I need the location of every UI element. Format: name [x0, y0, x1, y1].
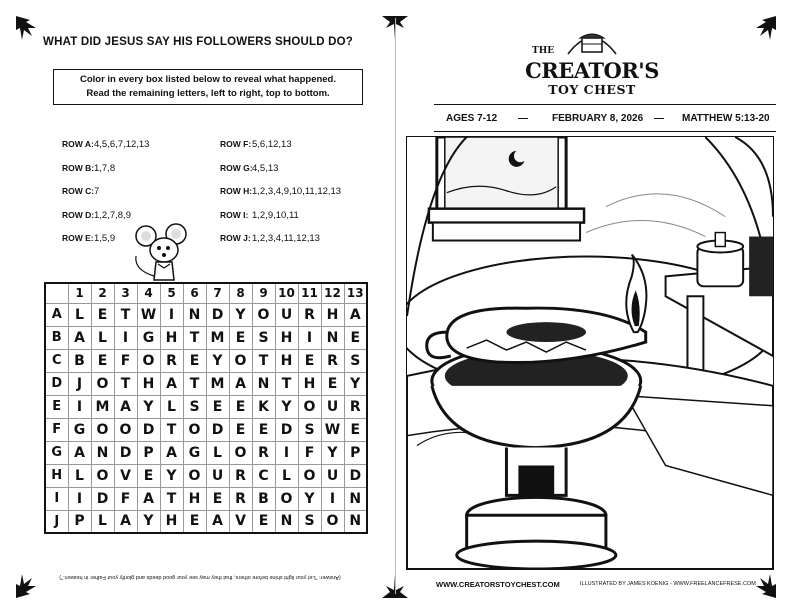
grid-cell[interactable]: R — [298, 303, 321, 326]
grid-cell[interactable]: A — [68, 326, 91, 349]
grid-cell[interactable]: G — [68, 418, 91, 441]
row-value: 1,2,7,8,9 — [94, 209, 131, 221]
grid-row — [45, 326, 367, 349]
grid-cell[interactable]: H — [275, 326, 298, 349]
grid-column-header: 6 — [183, 283, 206, 303]
grid-cell[interactable]: G — [137, 326, 160, 349]
grid-cell[interactable]: S — [183, 395, 206, 418]
grid-cell[interactable]: P — [68, 510, 91, 533]
grid-cell[interactable]: L — [91, 510, 114, 533]
grid-cell[interactable]: F — [298, 441, 321, 464]
row-value: 1,2,3,4,11,12,13 — [252, 233, 320, 244]
grid-cell[interactable]: U — [275, 303, 298, 326]
grid-cell[interactable]: O — [229, 441, 252, 464]
row-value: 4,5,6,7,12,13 — [94, 139, 150, 150]
grid-column-header: 5 — [160, 283, 183, 303]
mouse-mascot-illustration — [128, 220, 194, 282]
grid-row-label: I — [45, 487, 68, 510]
grid-cell[interactable]: Y — [321, 441, 344, 464]
grid-cell[interactable]: L — [275, 464, 298, 487]
grid-cell[interactable]: F — [114, 349, 137, 372]
grid-cell[interactable]: E — [344, 326, 367, 349]
grid-cell[interactable]: A — [229, 372, 252, 395]
grid-cell[interactable]: N — [275, 510, 298, 533]
grid-cell[interactable]: S — [252, 326, 275, 349]
grid-cell[interactable]: E — [252, 418, 275, 441]
grid-cell[interactable]: N — [321, 326, 344, 349]
grid-cell[interactable]: Y — [229, 303, 252, 326]
grid-cell[interactable]: U — [321, 395, 344, 418]
grid-cell[interactable]: A — [206, 510, 229, 533]
grid-column-header-row — [45, 283, 367, 303]
grid-cell[interactable]: O — [91, 418, 114, 441]
grid-corner-cell — [45, 283, 68, 303]
grid-cell[interactable]: E — [183, 510, 206, 533]
grid-cell[interactable]: O — [298, 395, 321, 418]
grid-cell[interactable]: L — [206, 441, 229, 464]
grid-cell[interactable]: N — [183, 303, 206, 326]
grid-cell[interactable]: Y — [137, 510, 160, 533]
grid-row — [45, 487, 367, 510]
grid-cell[interactable]: N — [344, 510, 367, 533]
grid-cell[interactable]: U — [206, 464, 229, 487]
footer-illustrator-credit: ILLUSTRATED BY JAMES KOENIG - WWW.FREELANCEFRESE.COM — [580, 581, 756, 587]
toy-chest-icon — [566, 28, 618, 56]
grid-cell[interactable]: P — [137, 441, 160, 464]
grid-cell[interactable]: D — [91, 487, 114, 510]
grid-cell[interactable]: I — [321, 487, 344, 510]
grid-cell[interactable]: K — [252, 395, 275, 418]
grid-cell[interactable]: O — [298, 464, 321, 487]
grid-row — [45, 441, 367, 464]
answer-verse-upside-down: (Answer: "Let your light shine before others, that they may see your good deeds and glorify your Father in heaven.") — [59, 574, 341, 580]
grid-cell[interactable]: E — [298, 349, 321, 372]
grid-cell[interactable]: H — [275, 349, 298, 372]
grid-column-header: 10 — [275, 283, 298, 303]
grid-cell[interactable]: T — [252, 349, 275, 372]
grid-cell[interactable]: H — [183, 487, 206, 510]
grid-cell[interactable]: E — [344, 418, 367, 441]
grid-cell[interactable]: I — [298, 326, 321, 349]
grid-column-header: 2 — [91, 283, 114, 303]
grid-column-header: 1 — [68, 283, 91, 303]
grid-cell[interactable]: I — [68, 487, 91, 510]
oil-lamp-illustration — [406, 136, 774, 570]
grid-cell[interactable]: Y — [206, 349, 229, 372]
grid-cell[interactable]: L — [68, 464, 91, 487]
letter-grid — [44, 282, 368, 534]
grid-row-label: A — [45, 303, 68, 326]
grid-cell[interactable]: O — [229, 349, 252, 372]
logo-the-text: THE — [532, 46, 555, 56]
grid-cell[interactable]: E — [229, 326, 252, 349]
grid-cell[interactable]: R — [160, 349, 183, 372]
grid-cell[interactable]: A — [114, 510, 137, 533]
age-range: AGES 7-12 — [446, 113, 498, 124]
grid-cell[interactable]: I — [160, 303, 183, 326]
grid-cell[interactable]: V — [114, 464, 137, 487]
grid-cell[interactable]: W — [321, 418, 344, 441]
grid-column-header: 11 — [298, 283, 321, 303]
grid-column-header: 9 — [252, 283, 275, 303]
grid-cell[interactable]: L — [68, 303, 91, 326]
grid-row — [45, 372, 367, 395]
row-label: ROW G: — [220, 162, 253, 173]
row-label: ROW A: — [62, 139, 94, 149]
grid-cell[interactable]: I — [275, 441, 298, 464]
grid-cell[interactable]: I — [114, 326, 137, 349]
row-label: ROW D: — [62, 209, 95, 220]
row-label: ROW E: — [62, 233, 94, 243]
grid-cell[interactable]: E — [229, 418, 252, 441]
grid-cell[interactable]: E — [91, 349, 114, 372]
grid-cell[interactable]: V — [229, 510, 252, 533]
grid-cell[interactable]: Y — [160, 464, 183, 487]
logo-sub-text: TOY CHEST — [548, 82, 636, 97]
row-value: 1,2,3,4,9,10,11,12,13 — [252, 186, 342, 197]
grid-cell[interactable]: O — [114, 418, 137, 441]
grid-cell[interactable]: T — [275, 372, 298, 395]
grid-cell[interactable]: N — [91, 441, 114, 464]
grid-cell[interactable]: R — [229, 464, 252, 487]
grid-cell[interactable]: R — [321, 349, 344, 372]
grid-cell[interactable]: A — [68, 441, 91, 464]
grid-cell[interactable]: J — [68, 372, 91, 395]
grid-cell[interactable]: O — [252, 303, 275, 326]
row-label: ROW C: — [62, 186, 95, 196]
grid-cell[interactable]: O — [183, 418, 206, 441]
grid-cell[interactable]: T — [160, 487, 183, 510]
grid-cell[interactable]: R — [344, 395, 367, 418]
grid-cell[interactable]: O — [321, 510, 344, 533]
grid-cell[interactable]: Y — [137, 395, 160, 418]
grid-cell[interactable]: E — [229, 395, 252, 418]
grid-column-header: 4 — [137, 283, 160, 303]
grid-cell[interactable]: D — [344, 464, 367, 487]
grid-cell[interactable]: H — [321, 303, 344, 326]
grid-cell[interactable]: H — [160, 326, 183, 349]
row-value: 4,5,13 — [252, 162, 279, 174]
grid-cell[interactable]: P — [344, 441, 367, 464]
grid-cell[interactable]: Y — [298, 487, 321, 510]
grid-row — [45, 510, 367, 533]
grid-cell[interactable]: M — [206, 326, 229, 349]
grid-row — [45, 349, 367, 372]
info-bar — [434, 104, 776, 132]
grid-cell[interactable]: O — [137, 349, 160, 372]
grid-cell[interactable]: H — [160, 510, 183, 533]
grid-cell[interactable]: E — [321, 372, 344, 395]
row-value: 1,5,9 — [94, 233, 116, 244]
row-label: ROW H: — [220, 186, 253, 196]
grid-cell[interactable]: F — [114, 487, 137, 510]
grid-column-header: 8 — [229, 283, 252, 303]
row-label: ROW I: — [220, 209, 249, 220]
grid-cell[interactable]: A — [160, 372, 183, 395]
grid-cell[interactable]: E — [183, 349, 206, 372]
grid-row-label: G — [45, 441, 68, 464]
grid-column-header: 3 — [114, 283, 137, 303]
creators-toy-chest-logo — [522, 28, 662, 100]
grid-cell[interactable]: G — [183, 441, 206, 464]
logo-main-text: CREATOR'S — [525, 58, 659, 83]
grid-cell[interactable]: T — [183, 326, 206, 349]
grid-cell[interactable]: W — [137, 303, 160, 326]
grid-cell[interactable]: T — [183, 372, 206, 395]
grid-cell[interactable]: M — [91, 395, 114, 418]
grid-cell[interactable]: A — [137, 487, 160, 510]
instruction-line-2: Read the remaining letters, left to right, top to bottom. — [86, 88, 330, 99]
grid-cell[interactable]: E — [252, 510, 275, 533]
lesson-date: FEBRUARY 8, 2026 — [552, 113, 644, 124]
grid-cell[interactable]: O — [183, 464, 206, 487]
grid-cell[interactable]: T — [114, 303, 137, 326]
grid-cell[interactable]: N — [252, 372, 275, 395]
grid-cell[interactable]: L — [160, 395, 183, 418]
grid-cell[interactable]: S — [298, 418, 321, 441]
grid-cell[interactable]: H — [137, 372, 160, 395]
row-label: ROW J: — [220, 233, 251, 243]
grid-cell[interactable]: T — [114, 372, 137, 395]
instructions-box — [53, 69, 363, 105]
grid-row — [45, 464, 367, 487]
grid-cell[interactable]: H — [298, 372, 321, 395]
grid-cell[interactable]: A — [114, 395, 137, 418]
grid-cell[interactable]: Y — [275, 395, 298, 418]
grid-cell[interactable]: D — [137, 418, 160, 441]
grid-row-label: H — [45, 464, 68, 487]
puzzle-title: WHAT DID JESUS SAY HIS FOLLOWERS SHOULD DO? — [43, 36, 353, 48]
grid-cell[interactable]: B — [252, 487, 275, 510]
grid-cell[interactable]: S — [298, 510, 321, 533]
grid-row-label: E — [45, 395, 68, 418]
grid-column-header: 12 — [321, 283, 344, 303]
row-value: 1,2,9,10,11 — [252, 209, 299, 221]
grid-cell[interactable]: E — [137, 464, 160, 487]
grid-cell[interactable]: C — [252, 464, 275, 487]
grid-column-header: 7 — [206, 283, 229, 303]
footer-website: WWW.CREATORSTOYCHEST.COM — [436, 580, 560, 589]
row-value: 1,7,8 — [94, 162, 116, 174]
grid-cell[interactable]: L — [91, 326, 114, 349]
row-value: 7 — [94, 186, 100, 197]
grid-cell[interactable]: O — [91, 372, 114, 395]
grid-cell[interactable]: I — [68, 395, 91, 418]
grid-cell[interactable]: S — [344, 349, 367, 372]
grid-cell[interactable]: B — [68, 349, 91, 372]
instruction-line-1: Color in every box listed below to reveal what happened. — [79, 74, 337, 85]
grid-cell[interactable]: M — [206, 372, 229, 395]
grid-cell[interactable]: Y — [344, 372, 367, 395]
row-label: ROW B: — [62, 162, 95, 173]
grid-cell[interactable]: R — [252, 441, 275, 464]
grid-cell[interactable]: N — [344, 487, 367, 510]
grid-cell[interactable]: R — [229, 487, 252, 510]
grid-row-label: C — [45, 349, 68, 372]
grid-row-label: B — [45, 326, 68, 349]
row-label: ROW F: — [220, 139, 252, 149]
grid-cell[interactable]: E — [206, 487, 229, 510]
scripture-reference: MATTHEW 5:13-20 — [682, 113, 770, 124]
grid-cell[interactable]: O — [91, 464, 114, 487]
grid-row — [45, 303, 367, 326]
grid-cell[interactable]: D — [275, 418, 298, 441]
grid-row — [45, 395, 367, 418]
coloring-page — [396, 0, 792, 612]
grid-cell[interactable]: E — [206, 395, 229, 418]
grid-row-label: J — [45, 510, 68, 533]
grid-cell[interactable]: A — [344, 303, 367, 326]
grid-cell[interactable]: D — [206, 418, 229, 441]
info-separator: — — [654, 113, 664, 124]
info-separator: — — [518, 113, 528, 124]
grid-row-label: D — [45, 372, 68, 395]
grid-cell[interactable]: E — [91, 303, 114, 326]
grid-cell[interactable]: A — [160, 441, 183, 464]
grid-column-header: 13 — [344, 283, 367, 303]
grid-cell[interactable]: D — [114, 441, 137, 464]
grid-cell[interactable]: O — [275, 487, 298, 510]
grid-row-label: F — [45, 418, 68, 441]
grid-cell[interactable]: U — [321, 464, 344, 487]
row-value: 5,6,12,13 — [252, 139, 292, 150]
grid-row — [45, 418, 367, 441]
grid-cell[interactable]: T — [160, 418, 183, 441]
grid-cell[interactable]: D — [206, 303, 229, 326]
